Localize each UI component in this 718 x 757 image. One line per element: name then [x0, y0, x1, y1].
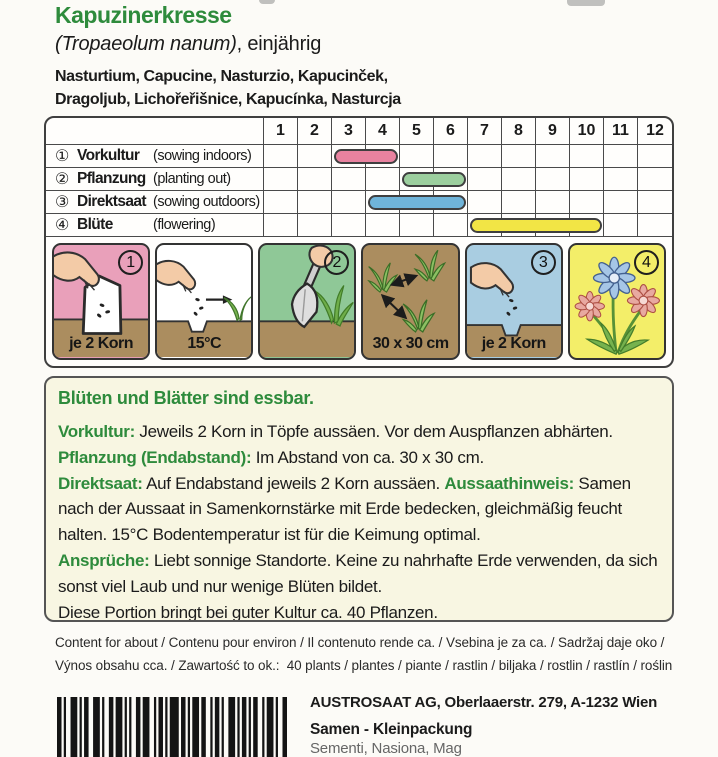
calendar-cell [570, 145, 604, 168]
description-text: Diese Portion bringt bei guter Kultur ca. 40 Pflanzen. [58, 602, 438, 622]
calendar-cell [536, 145, 570, 168]
step-badge: 3 [531, 250, 556, 275]
calendar-cell [468, 145, 502, 168]
calendar-bar [470, 218, 602, 233]
content-note [55, 631, 675, 677]
calendar-cell [434, 214, 468, 237]
month-header-cell: 8 [502, 118, 536, 145]
synonyms-line-2: Dragoljub, Lichořeřišnice, Kapucínka, Nasturcja [55, 91, 401, 108]
row-label-english: (sowing indoors) [153, 148, 252, 164]
calendar-cell [434, 145, 468, 168]
pictogram-temperature [155, 243, 253, 360]
pictogram-flowering [568, 243, 666, 360]
description-keyword: Ansprüche: [58, 550, 150, 570]
package-type-translations: Sementi, Nasiona, Mag [310, 740, 462, 757]
calendar-cell [332, 214, 366, 237]
calendar-cell [570, 191, 604, 214]
row-label-english: (sowing outdoors) [153, 194, 260, 210]
pictogram-label: je 2 Korn [481, 335, 546, 352]
pictogram-sow-direct [465, 243, 563, 360]
month-header-cell: 6 [434, 118, 468, 145]
latin-suffix: , einjährig [236, 33, 322, 55]
plant-icon [314, 285, 354, 325]
calendar-cell [468, 191, 502, 214]
month-header-cell: 2 [298, 118, 332, 145]
description-text: Liebt sonnige Standorte. Keine zu nahrhafte Erde verwenden, da sich sonst viel Laub und nur wenige Blüten bildet. [58, 550, 658, 596]
description-paragraph [58, 600, 660, 622]
pictogram-row [46, 237, 672, 366]
step-badge: 2 [324, 250, 349, 275]
month-header-cell: 7 [468, 118, 502, 145]
latin-name: (Tropaeolum nanum) [55, 33, 237, 55]
trowel-icon [292, 259, 319, 327]
double-arrow-icon [383, 296, 406, 318]
plant-icon [369, 263, 397, 292]
calendar-table [46, 118, 672, 237]
row-label-german: Vorkultur [77, 147, 140, 164]
step-badge: 4 [634, 250, 659, 275]
calendar-cell [332, 191, 366, 214]
calendar-cell [604, 191, 638, 214]
calendar-bar [368, 195, 466, 210]
row-label-english: (flowering) [153, 217, 216, 233]
month-header-cell: 1 [264, 118, 298, 145]
month-header-cell: 12 [638, 118, 672, 145]
month-header-cell: 4 [366, 118, 400, 145]
page-title: Kapuzinerkresse [55, 2, 232, 28]
row-label-german: Blüte [77, 216, 113, 233]
step-badge: 1 [118, 250, 143, 275]
leaves-icon [587, 323, 648, 354]
calendar-corner-cell [46, 118, 264, 145]
calendar-cell [604, 214, 638, 237]
calendar-cell [298, 168, 332, 191]
content-note-line-1: Content for about / Contenu pour environ / Il contenuto rende ca. / Vsebina je za ca. / Sadržaj daje oko / [55, 635, 665, 650]
plant-icon [404, 300, 435, 332]
pictogram-label: 15°C [187, 335, 222, 352]
calendar-cell [366, 168, 400, 191]
calendar-bar [334, 149, 398, 164]
calendar-cell [502, 191, 536, 214]
calendar-cell [638, 168, 672, 191]
calendar-cell [298, 191, 332, 214]
description-text: Samen nach der Aussaat in Samenkornstärke mit Erde bedecken, gleichmäßig feucht halten. 15°C Bodentemperatur ist für die Keimung optimal. [58, 473, 631, 545]
description-keyword: Aussaathinweis: [444, 473, 574, 493]
calendar-cell [264, 145, 298, 168]
calendar-cell [638, 145, 672, 168]
calendar-cell [570, 168, 604, 191]
calendar-cell [502, 168, 536, 191]
row-number-icon: ② [55, 171, 70, 188]
row-label-german: Pflanzung [77, 170, 146, 187]
month-header-cell: 3 [332, 118, 366, 145]
pink-flower-icon [575, 292, 604, 321]
plant-icon [416, 250, 446, 281]
pictogram-label: 30 x 30 cm [372, 335, 449, 352]
hand-icon [54, 252, 99, 290]
company-address: AUSTROSAAT AG, Oberlaaerstr. 279, A-1232 Wien [310, 694, 658, 711]
calendar-cell [604, 145, 638, 168]
description-text: Im Abstand von ca. 30 x 30 cm. [251, 447, 484, 467]
calendar-cell [468, 168, 502, 191]
description-paragraph [58, 471, 660, 548]
row-number-icon: ④ [55, 217, 70, 234]
footer [310, 694, 710, 757]
sprout-icon [224, 297, 251, 321]
month-header-cell: 5 [400, 118, 434, 145]
description-keyword: Pflanzung (Endabstand): [58, 447, 252, 467]
hand-icon [157, 261, 195, 293]
row-label-english: (planting out) [153, 171, 231, 187]
month-header-cell: 9 [536, 118, 570, 145]
calendar-pictogram-box [44, 116, 674, 368]
calendar-cell [536, 191, 570, 214]
synonyms [55, 65, 675, 111]
description-paragraph [58, 445, 660, 471]
content-note-line-2: Výnos obsahu cca. / Zawartość to ok.: 40 plants / plantes / piante / rastlin / biljaka / rostlin / rastlín / roślin [55, 658, 673, 673]
pictogram-spacing [361, 243, 459, 360]
barcode [57, 697, 287, 757]
calendar-row-label [46, 168, 264, 191]
calendar-cell [604, 168, 638, 191]
blue-flower-icon [593, 257, 634, 298]
calendar-cell [400, 145, 434, 168]
description-box [44, 376, 674, 622]
calendar-cell [332, 168, 366, 191]
calendar-row-label [46, 191, 264, 214]
pictogram-sow-pot [52, 243, 150, 360]
header [55, 2, 675, 111]
package-type: Samen - Kleinpackung [310, 721, 473, 738]
calendar-cell [400, 214, 434, 237]
synonyms-line-1: Nasturtium, Capucine, Nasturzio, Kapucinček, [55, 68, 388, 85]
pictogram-plant-out [258, 243, 356, 360]
hand-icon [471, 263, 513, 297]
description-paragraph [58, 548, 660, 600]
calendar-row-label [46, 214, 264, 237]
calendar-cell [366, 214, 400, 237]
calendar-cell [536, 168, 570, 191]
calendar-cell [264, 214, 298, 237]
calendar-cell [264, 168, 298, 191]
row-number-icon: ① [55, 148, 70, 165]
latin-name-line [55, 33, 675, 56]
calendar-row-label [46, 145, 264, 168]
description-keyword: Direktsaat: [58, 473, 143, 493]
description-keyword: Vorkultur: [58, 422, 135, 441]
pictogram-label: je 2 Korn [69, 335, 134, 352]
pink-flower-icon [627, 285, 659, 317]
description-text: Auf Endabstand jeweils 2 Korn aussäen. [142, 473, 445, 493]
description-paragraph [58, 419, 660, 445]
calendar-cell [638, 191, 672, 214]
calendar-cell [502, 145, 536, 168]
calendar-cell [264, 191, 298, 214]
calendar-cell [298, 145, 332, 168]
month-header-cell: 11 [604, 118, 638, 145]
calendar-cell [298, 214, 332, 237]
description-headline: Blüten und Blätter sind essbar. [58, 388, 314, 408]
calendar-bar [402, 172, 466, 187]
calendar-cell [638, 214, 672, 237]
row-number-icon: ③ [55, 194, 70, 211]
description-text: Jeweils 2 Korn in Töpfe aussäen. Vor dem Auspflanzen abhärten. [134, 422, 613, 441]
row-label-german: Direktsaat [77, 193, 146, 210]
month-header-cell: 10 [570, 118, 604, 145]
description-paragraphs [58, 419, 660, 622]
